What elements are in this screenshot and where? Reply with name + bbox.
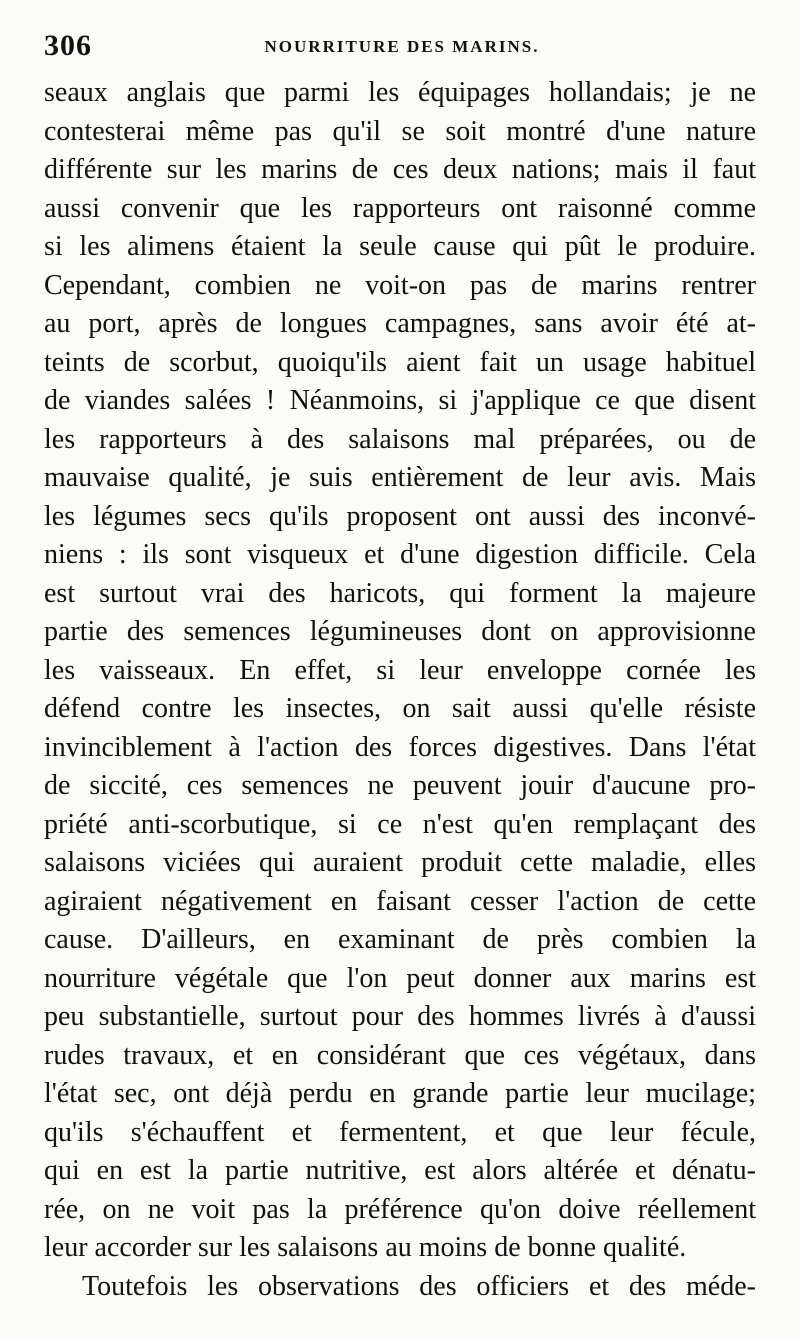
text-line: les vaisseaux. En effet, si leur enveloppe cornée les [44, 654, 756, 686]
text-line: teints de scorbut, quoiqu'ils aient fait un usage habituel [44, 346, 756, 378]
paragraph-last-line: leur accorder sur les salaisons au moins de bonne qualité. [44, 1232, 687, 1263]
text-line: peu substantielle, surtout pour des hommes livrés à d'aussi [44, 1001, 756, 1032]
page-header [44, 28, 760, 68]
text-line: invinciblement à l'action des forces digestives. Dans l'état [44, 731, 756, 763]
text-line: Cependant, combien ne voit-on pas de marins rentrer [44, 269, 756, 301]
text-line: l'état sec, ont déjà perdu en grande partie leur mucilage; [44, 1078, 756, 1109]
body-text [44, 74, 756, 1306]
text-line: rée, on ne voit pas la préférence qu'on doive réellement [44, 1193, 756, 1225]
text-line: mauvaise qualité, je suis entièrement de leur avis. Mais [44, 462, 756, 493]
text-line: partie des semences légumineuses dont on approvisionne [44, 616, 756, 647]
text-line: agiraient négativement en faisant cesser l'action de cette [44, 885, 756, 917]
text-line: de siccité, ces semences ne peuvent jouir d'aucune pro- [44, 770, 756, 801]
text-line: les légumes secs qu'ils proposent ont aussi des inconvé- [44, 500, 756, 532]
text-line: cause. D'ailleurs, en examinant de près combien la [44, 924, 756, 955]
text-line: salaisons viciées qui auraient produit cette maladie, elles [44, 847, 756, 878]
page-number: 306 [44, 29, 92, 62]
text-line: différente sur les marins de ces deux nations; mais il faut [44, 154, 756, 185]
text-line: si les alimens étaient la seule cause qui pût le produire. [44, 231, 756, 262]
text-line: rudes travaux, et en considérant que ces végétaux, dans [44, 1039, 756, 1071]
text-line: est surtout vrai des haricots, qui forment la majeure [44, 577, 756, 609]
text-line: qui en est la partie nutritive, est alors altérée et dénatu- [44, 1155, 756, 1186]
text-line: qu'ils s'échauffent et fermentent, et que leur fécule, [44, 1116, 756, 1148]
text-line: au port, après de longues campagnes, sans avoir été at- [44, 308, 756, 339]
text-line: de viandes salées ! Néanmoins, si j'applique ce que disent [44, 385, 756, 416]
text-line: contesterai même pas qu'il se soit montré d'une nature [44, 115, 756, 147]
text-line: seaux anglais que parmi les équipages hollandais; je ne [44, 77, 756, 108]
paragraph-first-line: Toutefois les observations des officiers et des méde- [82, 1270, 756, 1302]
text-line: nourriture végétale que l'on peut donner aux marins est [44, 962, 756, 994]
text-line: aussi convenir que les rapporteurs ont raisonné comme [44, 192, 756, 224]
running-title: NOURRITURE DES MARINS. [264, 37, 540, 56]
text-line: priété anti-scorbutique, si ce n'est qu'en remplaçant des [44, 808, 756, 840]
text-line: les rapporteurs à des salaisons mal préparées, ou de [44, 423, 756, 455]
text-line: niens : ils sont visqueux et d'une digestion difficile. Cela [44, 539, 756, 570]
text-line: défend contre les insectes, on sait aussi qu'elle résiste [44, 693, 756, 724]
